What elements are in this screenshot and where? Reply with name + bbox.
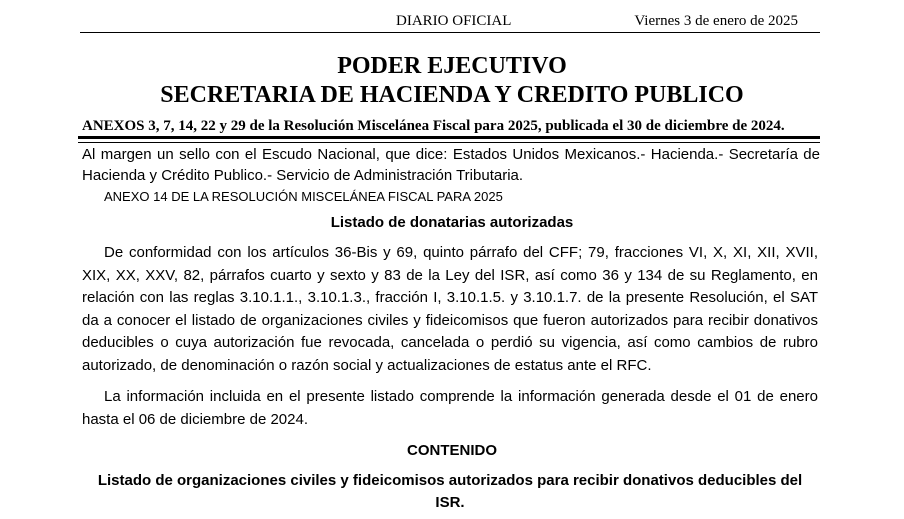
legal-basis-paragraph: De conformidad con los artículos 36-Bis y 69, quinto párrafo del CFF; 79, fracciones VI, X, XI, XII, XVII, XIX, XX, XXV, 82, párrafos cuarto y sexto y 83 de la Ley del ISR, así como 36 y 134 de su Reglamento, en relación con las reglas 3.10.1.1., 3.10.1.3., fracción I, 3.10.1.5. y 3.10.1.7. de la presente Resolución, el SAT da a conocer el listado de organizaciones civiles y fideicomisos que fueron autorizados para recibir donativos deducibles o cuya autorización fue revocada, cancelada o perdió su vigencia, así como cambios de rubro autorizado, de denominación o razón social y actualizaciones de estatus ante el RFC. <box>82 244 818 374</box>
seal-margin-note: Al margen un sello con el Escudo Nacional, que dice: Estados Unidos Mexicanos.- Hacienda.- Secretaría de Hacienda y Crédito Publico.- Servicio de Administración Tributaria. <box>82 146 820 184</box>
date-range-paragraph: La información incluida en el presente listado comprende la información generada desde el 01 de enero hasta el 06 de diciembre de 2024. <box>82 388 818 428</box>
agency-title: SECRETARIA DE HACIENDA Y CREDITO PUBLICO <box>160 82 744 108</box>
branch-title: PODER EJECUTIVO <box>337 53 567 79</box>
contents-item: Listado de organizaciones civiles y fideicomisos autorizados para recibir donativos deducibles del ISR. <box>97 472 803 511</box>
headline-thick-rule <box>78 136 820 139</box>
list-heading: Listado de donatarias autorizadas <box>330 214 574 231</box>
annex-headline: ANEXOS 3, 7, 14, 22 y 29 de la Resolución Miscelánea Fiscal para 2025, publicada el 30 de diciembre de 2024. <box>82 118 785 134</box>
running-header <box>80 12 820 33</box>
headline-thin-rule <box>78 142 820 143</box>
publication-name: DIARIO OFICIAL <box>396 13 512 29</box>
publication-date: Viernes 3 de enero de 2025 <box>634 13 798 29</box>
contents-heading: CONTENIDO <box>407 442 497 459</box>
annex-label: ANEXO 14 DE LA RESOLUCIÓN MISCELÁNEA FISCAL PARA 2025 <box>104 189 503 204</box>
